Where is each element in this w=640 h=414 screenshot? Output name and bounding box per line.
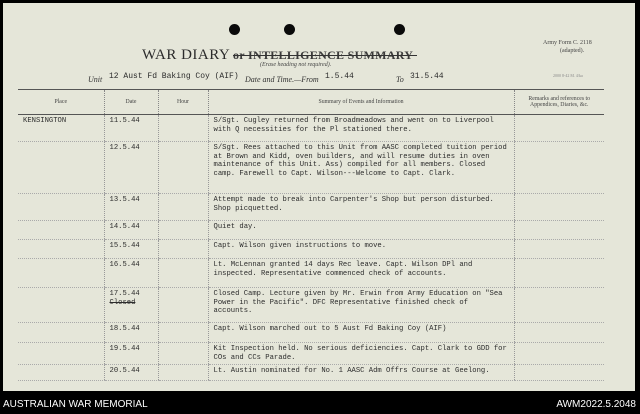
entry-row <box>18 365 604 381</box>
footer-bar <box>0 396 640 414</box>
entry-place <box>18 194 104 221</box>
entry-place <box>18 323 104 343</box>
unit-label: Unit <box>88 75 103 84</box>
entry-hour <box>158 221 208 240</box>
entry-text: Quiet day. <box>208 221 514 240</box>
entry-text: S/Sgt. Cugley returned from Broadmeadows and went on to Liverpool with Q necessities for the Pl stationed there. <box>208 115 514 142</box>
entry-place <box>18 365 104 381</box>
entry-date: 15.5.44 <box>104 240 158 259</box>
entry-row <box>18 259 604 288</box>
adapted-note: (adapted). <box>560 48 585 54</box>
entry-place <box>18 240 104 259</box>
entry-row <box>18 115 604 142</box>
archive-name: AUSTRALIAN WAR MEMORIAL <box>3 399 148 410</box>
entry-remarks <box>514 288 604 323</box>
entry-date: 17.5.44 <box>109 290 140 298</box>
entry-place <box>18 259 104 288</box>
entry-remarks <box>514 194 604 221</box>
entry-row <box>18 240 604 259</box>
punch-hole <box>394 24 405 35</box>
entry-row <box>18 194 604 221</box>
entry-remarks <box>514 259 604 288</box>
entry-date: 19.5.44 <box>104 343 158 365</box>
printer-note: 2000 8-42 M. 4/ka <box>553 73 583 78</box>
entry-remarks <box>514 240 604 259</box>
entry-date: 13.5.44 <box>104 194 158 221</box>
form-title: WAR DIARY <box>142 47 231 63</box>
struck-heading: or INTELLIGENCE SUMMARY <box>233 48 414 62</box>
entry-place: KENSINGTON <box>18 115 104 142</box>
to-label: To <box>396 75 404 84</box>
col-place: Place <box>18 90 104 115</box>
entry-text: Closed Camp. Lecture given by Mr. Erwin from Army Education on "Sea Power in the Pacific". DFC Representative finished check of accounts. <box>208 288 514 323</box>
strike-through-line <box>233 55 417 56</box>
entry-date-cell <box>104 288 158 323</box>
entry-remarks <box>514 323 604 343</box>
header-row <box>18 90 604 115</box>
punch-hole <box>229 24 240 35</box>
entry-text: S/Sgt. Rees attached to this Unit from AASC completed tuition period at Brown and Kidd, oven builders, and will resume duties in oven maintenance of this Unit. Ass) compiled for all members. Closed camp. Farewell to Capt. Wilson---Welcome to Capt. Clark. <box>208 142 514 194</box>
entry-hour <box>158 194 208 221</box>
col-hour: Hour <box>158 90 208 115</box>
entry-remarks <box>514 221 604 240</box>
entry-hour <box>158 343 208 365</box>
punch-hole <box>284 24 295 35</box>
entry-hour <box>158 240 208 259</box>
entry-text: Kit Inspection held. No serious deficiencies. Capt. Clark to GDD for COs and CCs Parade. <box>208 343 514 365</box>
col-remarks: Remarks and references to Appendices, Diaries, &c. <box>514 90 604 115</box>
entry-row <box>18 288 604 323</box>
entry-hour <box>158 365 208 381</box>
entry-remarks <box>514 365 604 381</box>
entry-hour <box>158 259 208 288</box>
entry-place <box>18 221 104 240</box>
entry-hour <box>158 142 208 194</box>
entry-place <box>18 142 104 194</box>
entry-date: 12.5.44 <box>104 142 158 194</box>
from-date: 1.5.44 <box>325 72 354 81</box>
entry-hour <box>158 288 208 323</box>
entry-text: Capt. Wilson marched out to 5 Aust Fd Baking Coy (AIF) <box>208 323 514 343</box>
entry-date-annotation: Closed <box>109 298 136 307</box>
accession-number: AWM2022.5.2048 <box>556 399 636 410</box>
entry-remarks <box>514 343 604 365</box>
entry-row <box>18 221 604 240</box>
col-summary: Summary of Events and Information <box>208 90 514 115</box>
diary-page <box>3 3 635 391</box>
to-date: 31.5.44 <box>410 72 444 81</box>
entry-text: Lt. Austin nominated for No. 1 AASC Adm Offrs Course at Geelong. <box>208 365 514 381</box>
army-form-number: Army Form C. 2118 <box>543 40 592 46</box>
entry-remarks <box>514 142 604 194</box>
entry-remarks <box>514 115 604 142</box>
erase-note: (Erase heading not required). <box>260 62 332 68</box>
entry-date: 20.5.44 <box>104 365 158 381</box>
unit-value: 12 Aust Fd Baking Coy (AIF) <box>109 72 239 81</box>
entry-row <box>18 323 604 343</box>
entry-place <box>18 343 104 365</box>
entry-place <box>18 288 104 323</box>
entry-hour <box>158 323 208 343</box>
entry-date: 11.5.44 <box>104 115 158 142</box>
col-date: Date <box>104 90 158 115</box>
entry-row <box>18 142 604 194</box>
entry-hour <box>158 115 208 142</box>
entry-row <box>18 343 604 365</box>
entry-text: Lt. McLennan granted 14 days Rec leave. Capt. Wilson DPl and inspected. Representative commenced check of accounts. <box>208 259 514 288</box>
entry-text: Capt. Wilson given instructions to move. <box>208 240 514 259</box>
entry-date: 16.5.44 <box>104 259 158 288</box>
diary-table <box>18 89 604 381</box>
date-time-label: Date and Time.—From <box>245 75 319 84</box>
entry-text: Attempt made to break into Carpenter's Shop but person disturbed. Shop picquetted. <box>208 194 514 221</box>
entry-date: 18.5.44 <box>104 323 158 343</box>
entry-date: 14.5.44 <box>104 221 158 240</box>
